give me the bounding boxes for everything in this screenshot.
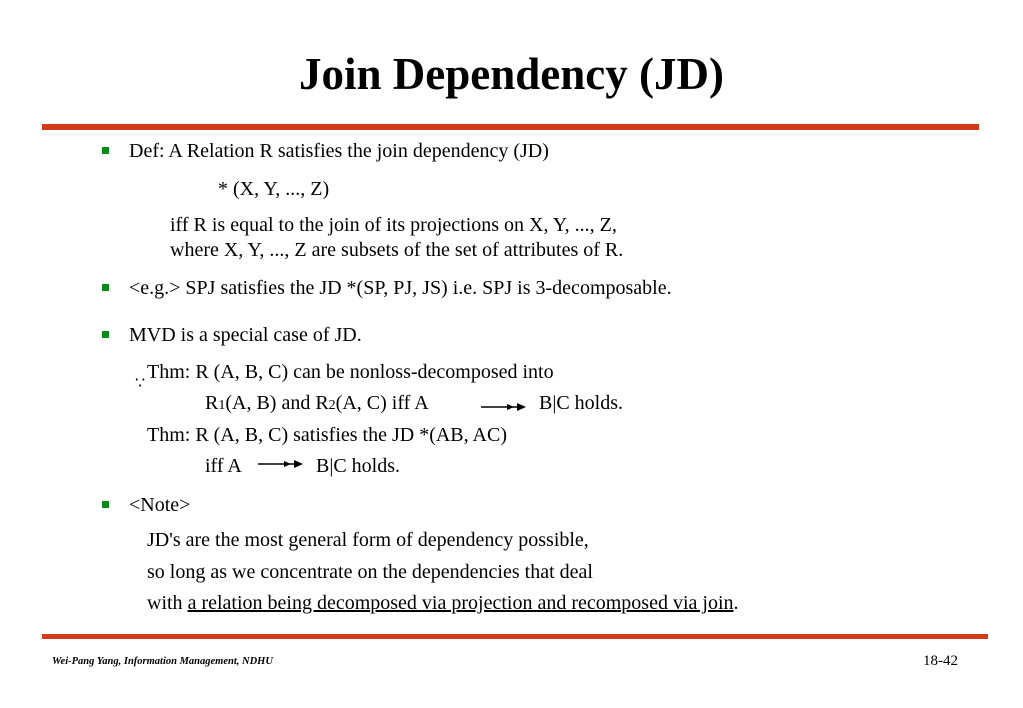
bullet-marker	[102, 147, 109, 154]
decomposition-line: R1(A, B) and R2(A, C) iff A	[205, 392, 429, 414]
iff-line-2: where X, Y, ..., Z are subsets of the set of attributes of R.	[170, 239, 624, 261]
bullet-marker	[102, 501, 109, 508]
page-title: Join Dependency (JD)	[299, 49, 724, 99]
footer-divider	[42, 634, 988, 639]
underlined-phrase: a relation being decomposed via projection and recomposed via join	[187, 592, 734, 614]
note-line-1: JD's are the most general form of dependency possible,	[147, 529, 589, 551]
multivalued-dependency-arrow-icon	[481, 402, 527, 412]
theorem-2: Thm: R (A, B, C) satisfies the JD *(AB, AC)	[147, 424, 507, 446]
iff-a: iff A	[205, 455, 242, 477]
footer-author: Wei-Pang Yang, Information Management, NDHU	[52, 656, 273, 667]
theorem-1: Thm: R (A, B, C) can be nonloss-decomposed into	[147, 361, 554, 383]
bullet-marker	[102, 284, 109, 291]
note-line-3: with a relation being decomposed via projection and recomposed via join.	[147, 592, 739, 614]
multivalued-dependency-arrow-icon	[258, 459, 304, 469]
note-line-2: so long as we concentrate on the dependencies that deal	[147, 561, 593, 583]
iff-line-1: iff R is equal to the join of its projections on X, Y, ..., Z,	[170, 214, 617, 236]
title-divider	[42, 124, 979, 130]
note-heading: <Note>	[129, 494, 191, 516]
because-symbol: ∵	[135, 375, 146, 392]
example-line: <e.g.> SPJ satisfies the JD *(SP, PJ, JS) i.e. SPJ is 3-decomposable.	[129, 277, 672, 299]
jd-expression: * (X, Y, ..., Z)	[218, 178, 330, 200]
page-number: 18-42	[923, 653, 958, 669]
mvd-line: MVD is a special case of JD.	[129, 324, 362, 346]
decomposition-condition: B|C holds.	[539, 392, 624, 414]
bullet-marker	[102, 331, 109, 338]
iff-condition: B|C holds.	[316, 455, 401, 477]
definition-line: Def: A Relation R satisfies the join dependency (JD)	[129, 140, 549, 162]
